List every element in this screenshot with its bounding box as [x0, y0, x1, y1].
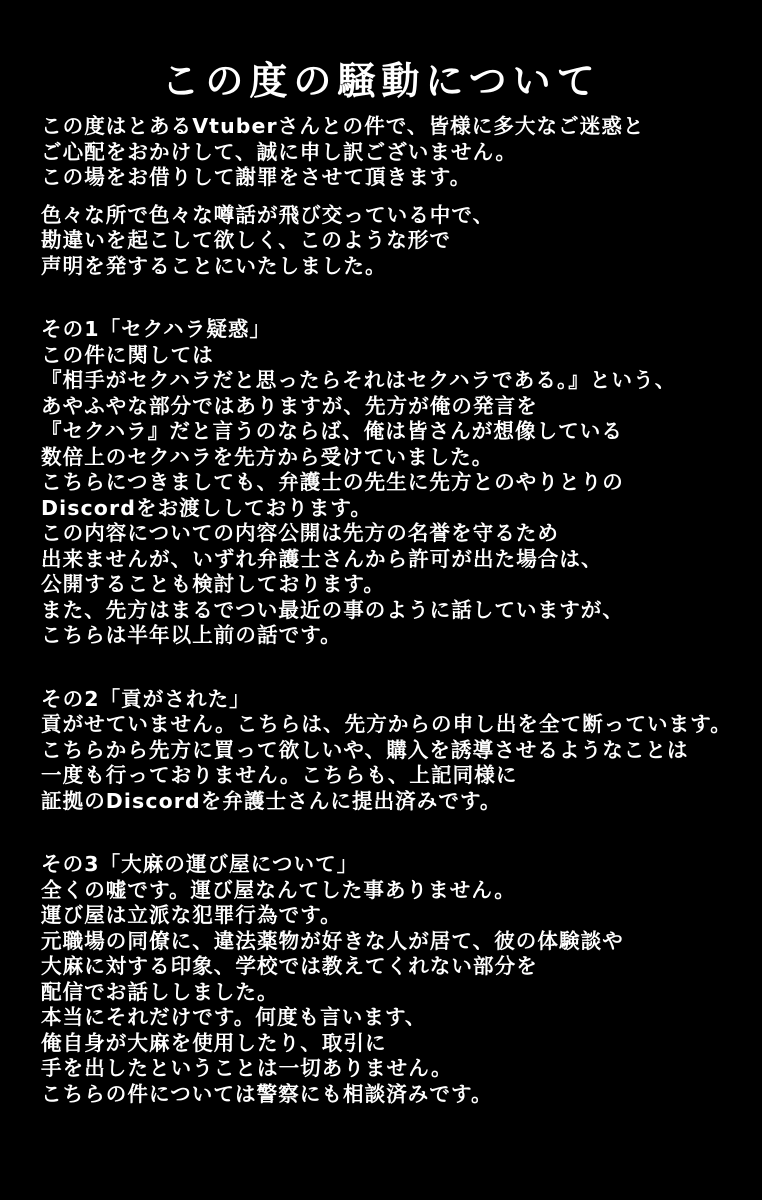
section-heading: その3「大麻の運び屋について」: [41, 852, 359, 876]
text-line: こちらは半年以上前の話です。: [41, 623, 342, 647]
text-line: 配信でお話ししました。: [41, 979, 279, 1004]
text-line: こちらの件については警察にも相談済みです。: [41, 1081, 493, 1106]
text-line: また、先方はまるでつい最近の事のように話していますが、: [41, 597, 624, 622]
text-line: 一度も行っておりません。こちらも、上記同様に: [41, 763, 518, 787]
text-line: この場をお借りして謝罪をさせて頂きます。: [41, 165, 472, 189]
text-line: 手を出したということは一切ありません。: [41, 1056, 453, 1080]
section-heading: その2「貢がされた」: [41, 686, 251, 711]
section-spacer: [41, 649, 756, 687]
text-line: 大麻に対する印象、学校では教えてくれない部分を: [41, 954, 538, 978]
text-line: 勘違いを起こして欲しく、このような形で: [41, 228, 451, 252]
text-line: 『相手がセクハラだと思ったらそれはセクハラである。』という、: [41, 368, 677, 392]
statement-body: [41, 114, 756, 1107]
section-spacer: [41, 279, 756, 317]
section-2-gifts: [41, 687, 756, 815]
text-line: あやふやな部分ではありますが、先方が俺の発言を: [41, 393, 538, 418]
text-line: 公開することも検討しております。: [41, 572, 385, 596]
section-spacer: [41, 814, 756, 852]
section-1-harassment: [41, 317, 756, 649]
text-line: 出来ませんが、いずれ弁護士さんから許可が出た場合は、: [41, 546, 603, 571]
text-line: 証拠のDiscordを弁護士さんに提出済みです。: [41, 788, 502, 813]
text-line: 貢がせていません。こちらは、先方からの申し出を全て断っています。: [41, 712, 732, 736]
text-line: この度はとあるVtuberさんとの件で、皆様に多大なご迷惑と: [41, 114, 645, 138]
text-line: 『セクハラ』だと言うのならば、俺は皆さんが想像している: [41, 419, 623, 443]
text-line: Discordをお渡ししております。: [41, 495, 372, 520]
text-line: この内容についての内容公開は先方の名誉を守るため: [41, 521, 559, 545]
text-line: 本当にそれだけです。何度も言います、: [41, 1005, 427, 1029]
text-line: この件に関しては: [41, 342, 214, 367]
text-line: 俺自身が大麻を使用したり、取引に: [41, 1030, 387, 1055]
section-3-courier: [41, 852, 756, 1107]
text-line: こちらから先方に買って欲しいや、購入を誘導させるようなことは: [41, 737, 689, 762]
text-line: ご心配をおかけして、誠に申し訳ございません。: [41, 139, 518, 164]
section-heading: その1「セクハラ疑惑」: [41, 317, 272, 341]
text-line: 色々な所で色々な噂話が飛び交っている中で、: [41, 202, 495, 227]
text-line: 数倍上のセクハラを先方から受けていました。: [41, 444, 494, 469]
paragraph-spacer: [41, 191, 756, 203]
text-line: 全くの嘘です。運び屋なんてした事ありません。: [41, 877, 516, 902]
apology-paragraph: [41, 114, 756, 191]
text-line: 元職場の同僚に、違法薬物が好きな人が居て、彼の体験談や: [41, 928, 624, 953]
page-title: この度の騒動について: [161, 59, 601, 104]
text-line: 運び屋は立派な犯罪行為です。: [41, 903, 342, 927]
reason-paragraph: [41, 203, 756, 280]
text-line: 声明を発することにいたしました。: [41, 253, 387, 278]
text-line: こちらにつきましても、弁護士の先生に先方とのやりとりの: [41, 470, 624, 494]
